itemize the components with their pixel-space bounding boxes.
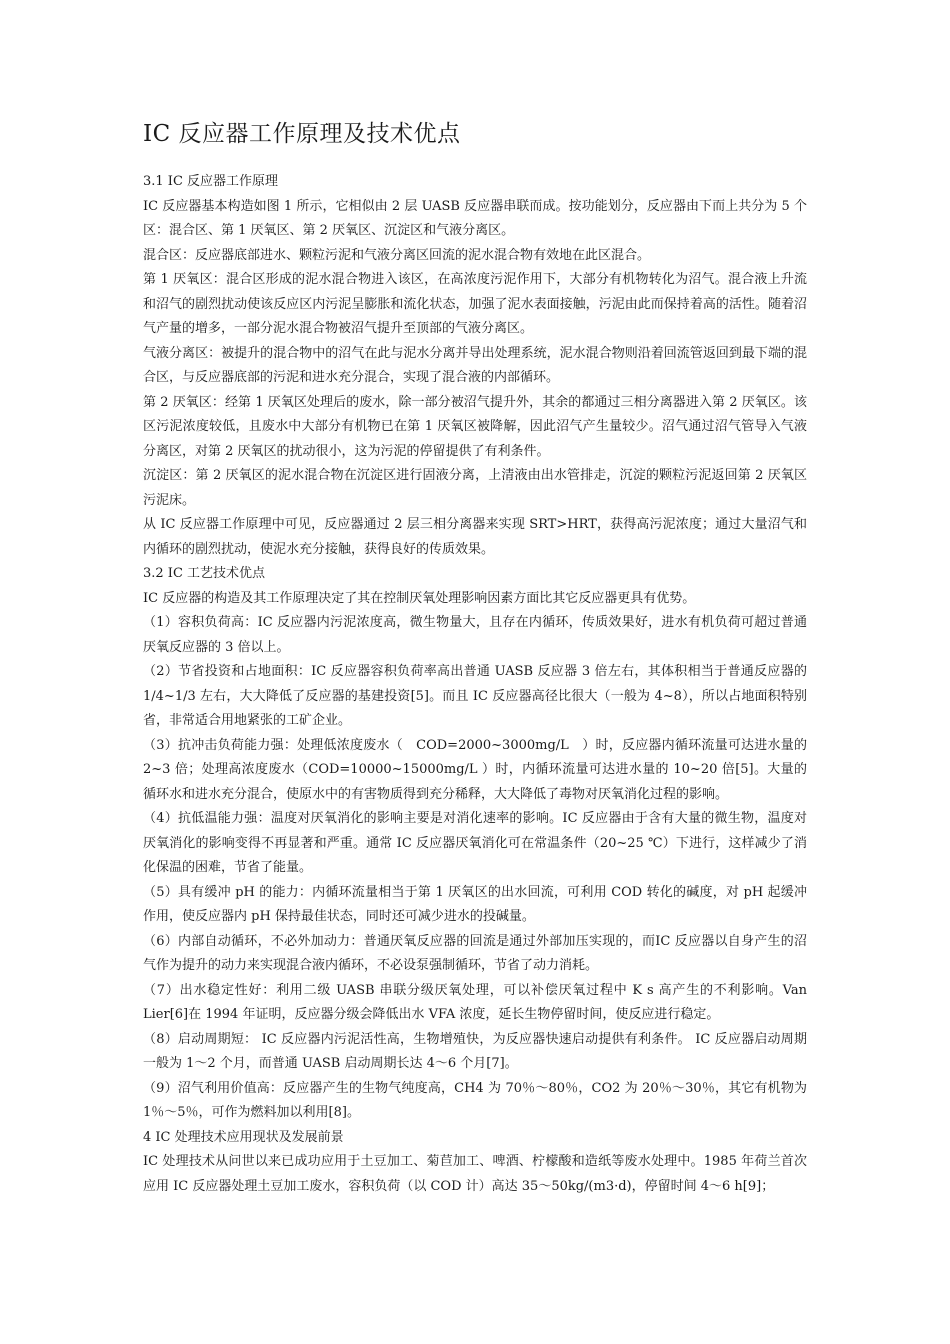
paragraph: 第 2 厌氧区：经第 1 厌氧区处理后的废水，除一部分被沼气提升外，其余的都通过三相分离器进入第 2 厌氧区。该区污泥浓度较低，且废水中大部分有机物已在第 1 厌氧区被降解，因此沼气产生量较少。沼气通过沼气管导入气液分离区，对第 2 厌氧区的扰动很小，这为污泥的停留提供了有利条件。 bbox=[143, 394, 807, 459]
paragraph: 沉淀区：第 2 厌氧区的泥水混合物在沉淀区进行固液分离，上清液由出水管排走，沉淀的颗粒污泥返回第 2 厌氧区污泥床。 bbox=[143, 468, 807, 508]
list-item: （3）抗冲击负荷能力强：处理低浓度废水（ COD=2000~3000mg/L ）时，反应器内循环流量可达进水量的 2~3 倍；处理高浓度废水（COD=10000~15000mg/L ）时，内循环流量可达进水量的 10~20 倍[5]。大量的循环水和进水充分混合，使原水中的有害物质得到充分稀释，大大降低了毒物对厌氧消化过程的影响。 bbox=[143, 737, 807, 802]
list-item: （6）内部自动循环，不必外加动力：普通厌氧反应器的回流是通过外部加压实现的，而IC 反应器以自身产生的沼气作为提升的动力来实现混合液内循环，不必设泵强制循环，节省了动力消耗。 bbox=[143, 933, 807, 973]
document-page bbox=[143, 118, 807, 1199]
list-item: （4）抗低温能力强：温度对厌氧消化的影响主要是对消化速率的影响。IC 反应器由于含有大量的微生物，温度对厌氧消化的影响变得不再显著和严重。通常 IC 反应器厌氧消化可在常温条件（20~25 ℃）下进行，这样减少了消化保温的困难，节省了能量。 bbox=[143, 811, 807, 875]
list-item: （7）出水稳定性好：利用二级 UASB 串联分级厌氧处理，可以补偿厌氧过程中 K s 高产生的不利影响。Van Lier[6]在 1994 年证明，反应器分级会降低出水 VFA 浓度，延长生物停留时间，使反应进行稳定。 bbox=[143, 982, 807, 1022]
section-heading-4: 4 IC 处理技术应用现状及发展前景 bbox=[143, 1129, 344, 1145]
paragraph: 第 1 厌氧区：混合区形成的泥水混合物进入该区，在高浓度污泥作用下，大部分有机物转化为沼气。混合液上升流和沼气的剧烈扰动使该反应区内污泥呈膨胀和流化状态，加强了泥水表面接触，污泥由此而保持着高的活性。随着沼气产量的增多，一部分泥水混合物被沼气提升至顶部的气液分离区。 bbox=[143, 272, 807, 336]
paragraph: IC 反应器的构造及其工作原理决定了其在控制厌氧处理影响因素方面比其它反应器更具有优势。 bbox=[143, 590, 696, 606]
list-item: （8）启动周期短： IC 反应器内污泥活性高，生物增殖快，为反应器快速启动提供有利条件。 IC 反应器启动周期一般为 1～2 个月，而普通 UASB 启动周期长达 4～6 个月[7]。 bbox=[143, 1031, 807, 1071]
document-body bbox=[143, 170, 807, 1199]
list-item: （5）具有缓冲 pH 的能力：内循环流量相当于第 1 厌氧区的出水回流，可利用 COD 转化的碱度，对 pH 起缓冲作用，使反应器内 pH 保持最佳状态，同时还可减少进水的投碱量。 bbox=[143, 884, 807, 924]
paragraph: IC 反应器基本构造如图 1 所示，它相似由 2 层 UASB 反应器串联而成。按功能划分，反应器由下而上共分为 5 个区：混合区、第 1 厌氧区、第 2 厌氧区、沉淀区和气液分离区。 bbox=[143, 198, 807, 238]
paragraph: 混合区：反应器底部进水、颗粒污泥和气液分离区回流的泥水混合物有效地在此区混合。 bbox=[143, 247, 651, 263]
section-heading-3-2: 3.2 IC 工艺技术优点 bbox=[143, 566, 266, 581]
paragraph: IC 处理技术从问世以来已成功应用于土豆加工、菊苣加工、啤酒、柠檬酸和造纸等废水处理中。1985 年荷兰首次应用 IC 反应器处理土豆加工废水，容积负荷（以 COD 计）高达 35～50kg/(m3·d)，停留时间 4～6 h[9]； bbox=[143, 1154, 807, 1194]
section-heading-3-1: 3.1 IC 反应器工作原理 bbox=[143, 174, 279, 189]
paragraph: 从 IC 反应器工作原理中可见，反应器通过 2 层三相分离器来实现 SRT>HRT，获得高污泥浓度；通过大量沼气和内循环的剧烈扰动，使泥水充分接触，获得良好的传质效果。 bbox=[143, 517, 807, 557]
list-item: （2）节省投资和占地面积：IC 反应器容积负荷率高出普通 UASB 反应器 3 倍左右，其体积相当于普通反应器的 1/4~1/3 左右，大大降低了反应器的基建投资[5]。而且 IC 反应器高径比很大（一般为 4~8），所以占地面积特别省，非常适合用地紧张的工矿企业。 bbox=[143, 664, 807, 728]
list-item: （1）容积负荷高：IC 反应器内污泥浓度高，微生物量大，且存在内循环，传质效果好，进水有机负荷可超过普通厌氧反应器的 3 倍以上。 bbox=[143, 615, 807, 655]
document-title: IC 反应器工作原理及技术优点 bbox=[143, 121, 461, 147]
paragraph: 气液分离区：被提升的混合物中的沼气在此与泥水分离并导出处理系统，泥水混合物则沿着回流管返回到最下端的混合区，与反应器底部的污泥和进水充分混合，实现了混合液的内部循环。 bbox=[143, 345, 807, 385]
list-item: （9）沼气利用价值高：反应器产生的生物气纯度高，CH4 为 70％～80％，CO2 为 20％～30％，其它有机物为 1％～5％，可作为燃料加以利用[8]。 bbox=[143, 1080, 807, 1120]
